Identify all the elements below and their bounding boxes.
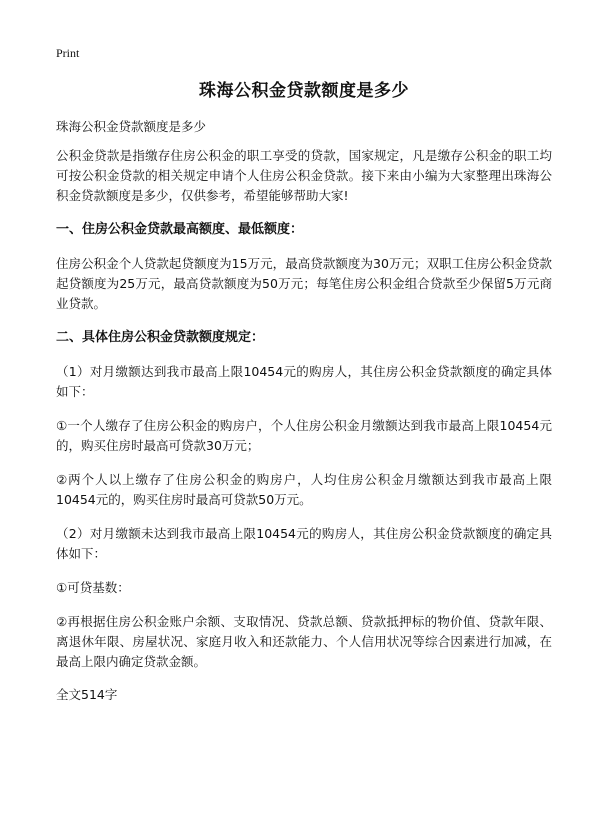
document-subtitle: 珠海公积金贷款额度是多少 bbox=[56, 119, 207, 134]
word-count: 全文514字 bbox=[56, 687, 118, 702]
section-1-paragraph: 住房公积金个人贷款起贷额度为15万元，最高贷款额度为30万元；双职工住房公积金贷款起贷额度为25万元，最高贷款额度为50万元；每笔住房公积金组合贷款至少保留5万元商业贷款。 bbox=[56, 256, 552, 311]
rule-2-item-2: ②再根据住房公积金账户余额、支取情况、贷款总额、贷款抵押标的物价值、贷款年限、离退休年限、房屋状况、家庭月收入和还款能力、个人信用状况等综合因素进行加减，在最高上限内确定贷款金额。 bbox=[56, 614, 552, 669]
rule-2-item-1: ①可贷基数： bbox=[56, 580, 130, 595]
document-body bbox=[56, 78, 552, 704]
section-2-heading: 二、具体住房公积金贷款额度规定： bbox=[56, 330, 265, 345]
intro-paragraph: 公积金贷款是指缴存住房公积金的职工享受的贷款，国家规定，凡是缴存公积金的职工均可按公积金贷款的相关规定申请个人住房公积金贷款。接下来由小编为大家整理出珠海公积金贷款额度是多少，仅供参考，希望能够帮助大家! bbox=[56, 148, 552, 203]
rule-1-paragraph: （1）对月缴额达到我市最高上限10454元的购房人，其住房公积金贷款额度的确定具体如下： bbox=[56, 364, 552, 399]
rule-2-paragraph: （2）对月缴额未达到我市最高上限10454元的购房人，其住房公积金贷款额度的确定具体如下： bbox=[56, 526, 552, 561]
section-1-heading: 一、住房公积金贷款最高额度、最低额度： bbox=[56, 222, 304, 237]
rule-1-item-1: ①一个人缴存了住房公积金的购房户，个人住房公积金月缴额达到我市最高上限10454元的，购买住房时最高可贷款30万元； bbox=[56, 418, 552, 453]
document-title: 珠海公积金贷款额度是多少 bbox=[199, 81, 409, 101]
rule-1-item-2: ②两个人以上缴存了住房公积金的购房户，人均住房公积金月缴额达到我市最高上限10454元的，购买住房时最高可贷款50万元。 bbox=[56, 472, 552, 507]
print-link[interactable]: Print bbox=[56, 46, 80, 60]
